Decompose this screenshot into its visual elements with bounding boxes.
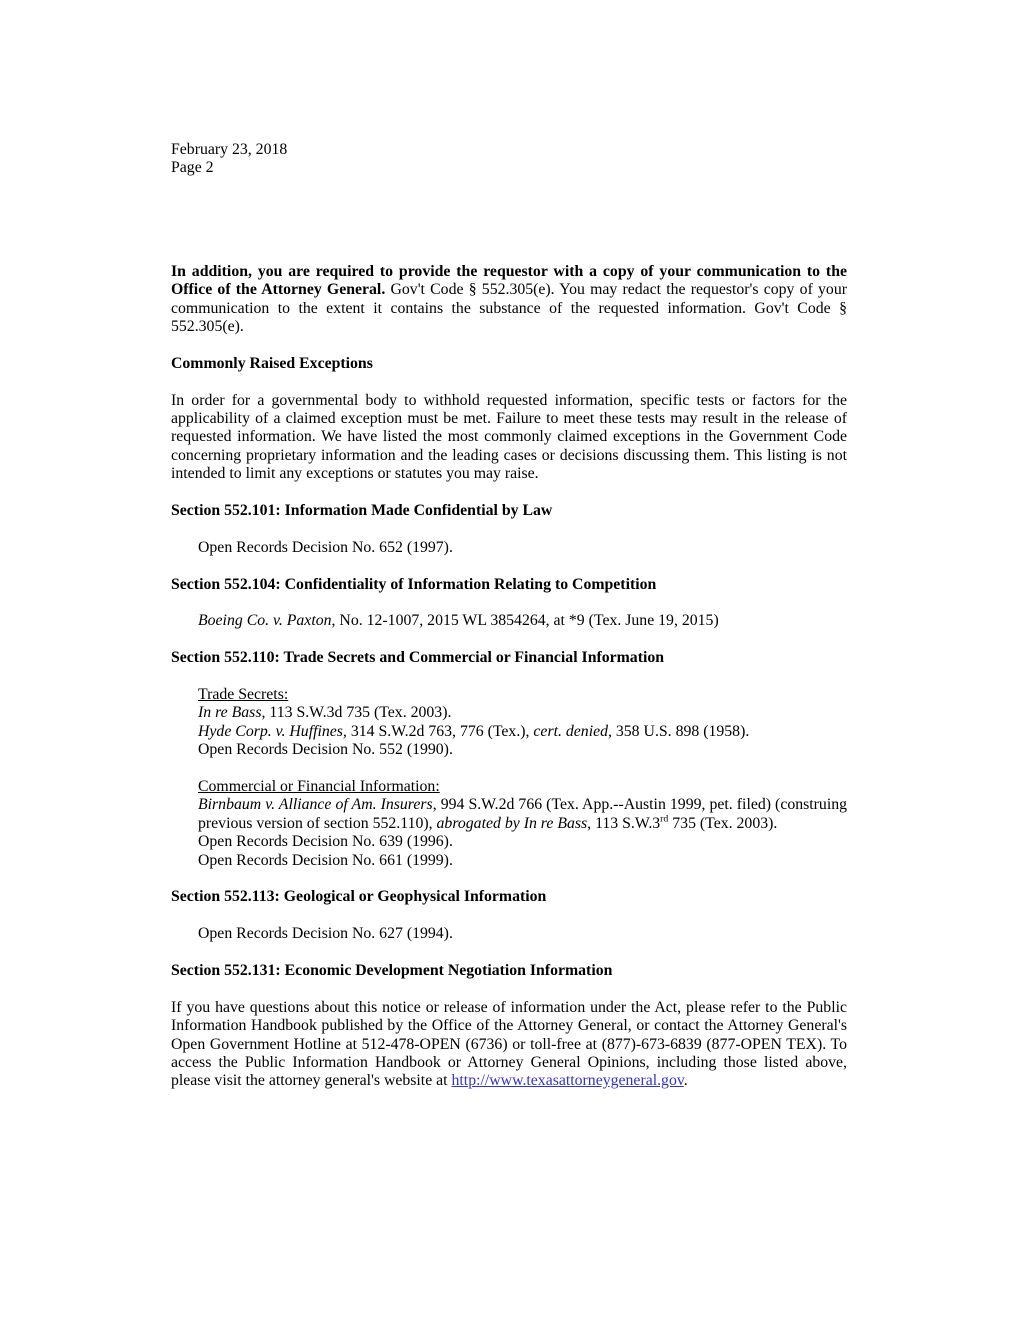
intro-paragraph-regular-text: Gov't Code § 552.305(e). You may redact the requestor's copy of your communication to the extent it contains the substance of the requested information. Gov't Code § 552.305(e).: [171, 281, 847, 336]
heading-section-552-101: Section 552.101: Information Made Confidential by Law: [171, 502, 553, 520]
commonly-raised-body-paragraph: In order for a governmental body to withhold requested information, specific tests or factors for the applicability of a claimed exception must be met. Failure to meet these tests may result in the release of requested information. We have listed the most commonly claimed exceptions in the Government Code concerning proprietary information and the leading cases or decisions discussing them. This listing is not intended to limit any exceptions or statutes you may raise.: [171, 391, 847, 483]
birnbaum-abrogated-by: abrogated by In re Bass: [436, 814, 588, 832]
birnbaum-superscript-rd: rd: [660, 813, 669, 825]
boeing-case-rest: , No. 12-1007, 2015 WL 3854264, at *9 (Tex. June 19, 2015): [331, 612, 719, 630]
citation-birnbaum: [198, 796, 847, 833]
heading-section-552-131: Section 552.131: Economic Development Negotiation Information: [171, 962, 613, 980]
heading-section-552-110: Section 552.110: Trade Secrets and Commercial or Financial Information: [171, 649, 665, 667]
citation-boeing: [198, 612, 847, 630]
citation-ord-652: Open Records Decision No. 652 (1997).: [198, 538, 453, 556]
citation-ord-627: Open Records Decision No. 627 (1994).: [198, 925, 453, 943]
trade-secrets-label-text: Trade Secrets:: [198, 686, 289, 704]
commercial-financial-label: [198, 778, 847, 796]
attorney-general-website-link[interactable]: http://www.texasattorneygeneral.gov: [451, 1072, 684, 1090]
trade-secrets-label: [198, 686, 847, 704]
heading-section-552-104: Section 552.104: Confidentiality of Information Relating to Competition: [171, 575, 657, 593]
birnbaum-tail-end: 735 (Tex. 2003).: [668, 814, 778, 832]
birnbaum-case-mid: , 994 S.W.2d 766 (Tex. App.--Austin 1999, pet. filed) (construing previous version of section 552.110),: [198, 796, 848, 832]
closing-text-before-link: If you have questions about this notice or release of information under the Act, please refer to the Public Information Handbook published by the Office of the Attorney General, or contact the Attorney General's Open Government Hotline at 512-478-OPEN (6736) or toll-free at (877)-673-6839 (877-OPEN TEX). To access the Public Information Handbook or Attorney General Opinions, including those listed above, please visit the attorney general's website at: [171, 998, 847, 1090]
citation-ord-661: Open Records Decision No. 661 (1999).: [198, 851, 453, 869]
birnbaum-case-name: Birnbaum v. Alliance of Am. Insurers: [198, 796, 433, 814]
citation-in-re-bass: [198, 704, 847, 722]
boeing-case-name: Boeing Co. v. Paxton: [198, 612, 332, 630]
page-number-line: Page 2: [171, 159, 214, 177]
closing-paragraph: [171, 999, 847, 1091]
page-header: [171, 141, 847, 178]
intro-paragraph-bold-text: In addition, you are required to provide the requestor with a copy of your communication to the Office of the Attorney General.: [171, 262, 847, 299]
trade-secrets-block: [198, 686, 847, 760]
commercial-financial-block: [198, 778, 847, 870]
commercial-financial-label-text: Commercial or Financial Information:: [198, 778, 440, 796]
closing-text-after-link: .: [683, 1072, 688, 1090]
hyde-case-name: Hyde Corp. v. Huffines,: [198, 722, 347, 740]
intro-paragraph: [171, 263, 847, 337]
hyde-cert-denied: cert. denied,: [533, 722, 612, 740]
bass-case-rest: 113 S.W.3d 735 (Tex. 2003).: [265, 704, 452, 722]
date-line: February 23, 2018: [171, 141, 288, 158]
birnbaum-tail-start: , 113 S.W.3: [587, 814, 661, 832]
hyde-case-rest: 358 U.S. 898 (1958).: [611, 722, 750, 740]
hyde-case-mid: 314 S.W.2d 763, 776 (Tex.),: [346, 722, 534, 740]
citation-ord-552: Open Records Decision No. 552 (1990).: [198, 741, 453, 759]
citation-hyde-corp: [198, 723, 847, 741]
heading-section-552-113: Section 552.113: Geological or Geophysical Information: [171, 888, 547, 906]
heading-commonly-raised-exceptions: Commonly Raised Exceptions: [171, 354, 373, 372]
citation-ord-639: Open Records Decision No. 639 (1996).: [198, 833, 453, 851]
bass-case-name: In re Bass,: [198, 704, 266, 722]
